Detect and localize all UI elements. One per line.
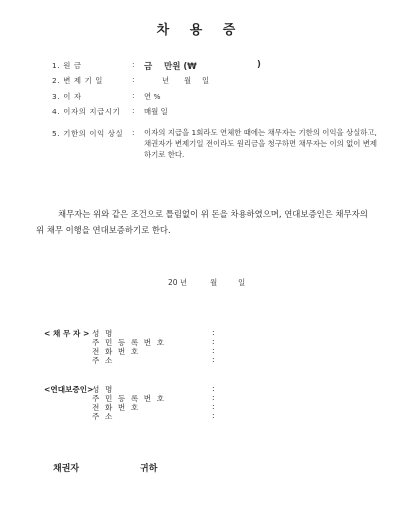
due-year: 년 <box>162 76 170 85</box>
term-label: 5. 기한의 이익 상실 <box>52 129 124 138</box>
due-month: 월 <box>184 76 192 85</box>
surety-label: <연대보증인> <box>44 385 94 394</box>
principal-unit: 만원 (₩ <box>164 62 197 72</box>
creditor-label: 채권자 <box>53 464 80 474</box>
principal-close: ) <box>257 60 261 70</box>
interest-rate: 연 % <box>144 92 161 101</box>
acceleration-clause: 이자의 지급을 1회라도 연체한 때에는 채무자는 기한의 이익을 상실하고, 채권자가 변제기일 전이라도 원리금을 청구하면 채무자는 이의 없이 변제하기로 한다. <box>144 128 377 159</box>
term-label: 1. 원 금 <box>52 61 82 70</box>
term-label: 3. 이 자 <box>52 92 82 101</box>
document-title: 차 용 증 <box>156 23 244 38</box>
date-day: 일 <box>238 278 246 287</box>
debtor-label: < 채 무 자 > <box>44 329 90 338</box>
loan-certificate-page: 차 용 증 1. 원 금 : 금 만원 (₩ ) 2. 변 제 기 일 : 년 월 일 3. 이 자 : 연 % 4. 이자의 지급시기 : 매월 일 5. 기한의 이익 상실 : 이자의 지급을 1회라도 연체한 때에는 채무자는 기한의 이익을 상실하고, 채권자가 변제기일 전이라도 원리금을 청구하면 채무자는 이의 없이 변제하기로 한다. 채무자는 위와 같은 조건으로 틀림없이 위 돈을 차용하였으며, 연대보증인은 채무자의 위 채무 이행을 연대보증하기로 한다. 20 년 월 일 < 채 무 자 > 성 명 : 주 민 등 록 번 호 : 전 화 번 호 : 주 소 : <연대보증인> 성 명 : 주 민 등 록 번 호 : 전 화 번 호 : 주 소 : 채권자 귀하 <box>0 0 400 518</box>
creditor-honorific: 귀하 <box>140 464 158 474</box>
date-year: 20 년 <box>168 278 188 287</box>
due-day: 일 <box>202 76 210 85</box>
body-paragraph: 채무자는 위와 같은 조건으로 틀림없이 위 돈을 차용하였으며, 연대보증인은 채무자의 위 채무 이행을 연대보증하기로 한다. <box>36 209 368 235</box>
term-label: 2. 변 제 기 일 <box>52 76 104 85</box>
date-month: 월 <box>210 278 218 287</box>
interest-payment-day: 매월 일 <box>144 107 168 116</box>
principal-prefix: 금 <box>144 62 153 72</box>
term-label: 4. 이자의 지급시기 <box>52 107 121 116</box>
